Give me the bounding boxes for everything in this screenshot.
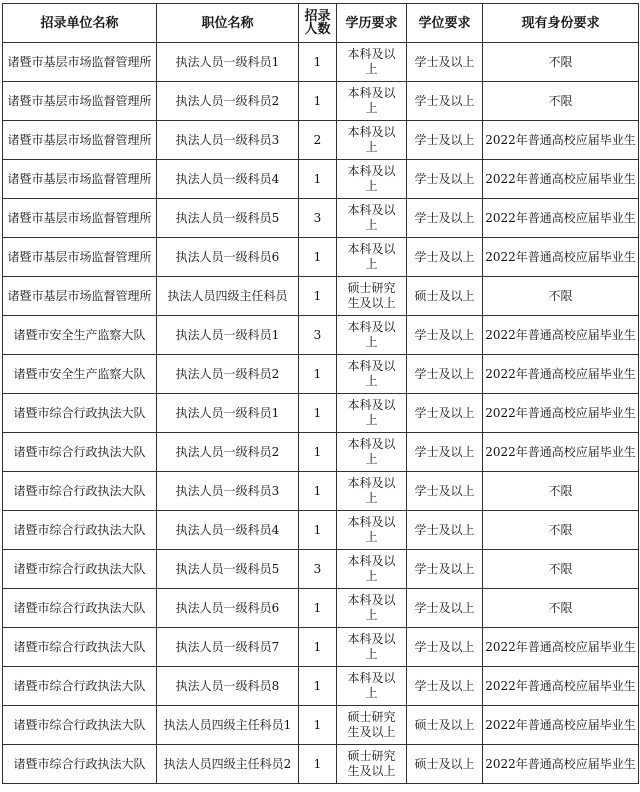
cell-degree: 学士及以上 xyxy=(407,43,483,82)
cell-degree: 硕士及以上 xyxy=(407,745,483,784)
header-education: 学历要求 xyxy=(337,4,407,43)
table-row xyxy=(3,121,639,160)
cell-count: 1 xyxy=(299,82,337,121)
cell-unit: 诸暨市基层市场监督管理所 xyxy=(3,43,157,82)
cell-education: 本科及以上 xyxy=(337,82,407,121)
cell-education: 本科及以上 xyxy=(337,667,407,706)
cell-degree: 学士及以上 xyxy=(407,121,483,160)
cell-unit: 诸暨市综合行政执法大队 xyxy=(3,589,157,628)
cell-count: 1 xyxy=(299,43,337,82)
cell-position: 执法人员一级科员3 xyxy=(157,472,299,511)
cell-count: 1 xyxy=(299,589,337,628)
cell-count: 1 xyxy=(299,394,337,433)
table-row xyxy=(3,316,639,355)
cell-degree: 学士及以上 xyxy=(407,667,483,706)
table-row xyxy=(3,199,639,238)
cell-position: 执法人员一级科员2 xyxy=(157,82,299,121)
cell-education: 本科及以上 xyxy=(337,589,407,628)
cell-position: 执法人员一级科员6 xyxy=(157,238,299,277)
cell-position: 执法人员一级科员4 xyxy=(157,160,299,199)
cell-unit: 诸暨市综合行政执法大队 xyxy=(3,472,157,511)
cell-education: 硕士研究生及以上 xyxy=(337,706,407,745)
cell-count: 3 xyxy=(299,550,337,589)
cell-degree: 硕士及以上 xyxy=(407,277,483,316)
table-row xyxy=(3,433,639,472)
cell-count: 1 xyxy=(299,433,337,472)
header-recruit-count: 招录人数 xyxy=(299,4,337,43)
cell-education: 本科及以上 xyxy=(337,472,407,511)
cell-position: 执法人员一级科员8 xyxy=(157,667,299,706)
cell-identity: 2022年普通高校应届毕业生 xyxy=(483,628,639,667)
cell-education: 本科及以上 xyxy=(337,511,407,550)
cell-degree: 学士及以上 xyxy=(407,238,483,277)
cell-education: 本科及以上 xyxy=(337,550,407,589)
cell-education: 本科及以上 xyxy=(337,43,407,82)
cell-unit: 诸暨市综合行政执法大队 xyxy=(3,511,157,550)
cell-unit: 诸暨市综合行政执法大队 xyxy=(3,433,157,472)
cell-unit: 诸暨市综合行政执法大队 xyxy=(3,667,157,706)
cell-education: 本科及以上 xyxy=(337,199,407,238)
table-row xyxy=(3,238,639,277)
cell-unit: 诸暨市基层市场监督管理所 xyxy=(3,199,157,238)
cell-position: 执法人员一级科员1 xyxy=(157,43,299,82)
cell-identity: 2022年普通高校应届毕业生 xyxy=(483,199,639,238)
cell-education: 硕士研究生及以上 xyxy=(337,745,407,784)
cell-identity: 不限 xyxy=(483,511,639,550)
cell-position: 执法人员一级科员5 xyxy=(157,199,299,238)
cell-identity: 2022年普通高校应届毕业生 xyxy=(483,706,639,745)
cell-identity: 不限 xyxy=(483,277,639,316)
table-row xyxy=(3,706,639,745)
cell-position: 执法人员一级科员3 xyxy=(157,121,299,160)
cell-identity: 不限 xyxy=(483,82,639,121)
cell-identity: 2022年普通高校应届毕业生 xyxy=(483,394,639,433)
cell-degree: 学士及以上 xyxy=(407,316,483,355)
table-row xyxy=(3,511,639,550)
cell-identity: 2022年普通高校应届毕业生 xyxy=(483,316,639,355)
table-row xyxy=(3,745,639,784)
cell-degree: 学士及以上 xyxy=(407,628,483,667)
cell-position: 执法人员一级科员4 xyxy=(157,511,299,550)
cell-unit: 诸暨市综合行政执法大队 xyxy=(3,628,157,667)
cell-education: 本科及以上 xyxy=(337,316,407,355)
cell-identity: 不限 xyxy=(483,43,639,82)
header-identity: 现有身份要求 xyxy=(483,4,639,43)
cell-unit: 诸暨市综合行政执法大队 xyxy=(3,550,157,589)
header-unit-name: 招录单位名称 xyxy=(3,4,157,43)
header-position-name: 职位名称 xyxy=(157,4,299,43)
cell-count: 1 xyxy=(299,277,337,316)
cell-identity: 不限 xyxy=(483,550,639,589)
cell-identity: 2022年普通高校应届毕业生 xyxy=(483,238,639,277)
cell-education: 本科及以上 xyxy=(337,433,407,472)
cell-identity: 不限 xyxy=(483,589,639,628)
cell-count: 1 xyxy=(299,511,337,550)
cell-position: 执法人员一级科员1 xyxy=(157,394,299,433)
cell-count: 1 xyxy=(299,160,337,199)
table-header-row xyxy=(3,4,639,43)
recruitment-table xyxy=(2,3,639,784)
cell-count: 3 xyxy=(299,316,337,355)
cell-unit: 诸暨市综合行政执法大队 xyxy=(3,394,157,433)
cell-unit: 诸暨市基层市场监督管理所 xyxy=(3,277,157,316)
cell-degree: 学士及以上 xyxy=(407,394,483,433)
cell-degree: 学士及以上 xyxy=(407,589,483,628)
table-row xyxy=(3,550,639,589)
table-row xyxy=(3,277,639,316)
cell-degree: 硕士及以上 xyxy=(407,706,483,745)
cell-count: 1 xyxy=(299,667,337,706)
cell-degree: 学士及以上 xyxy=(407,511,483,550)
cell-degree: 学士及以上 xyxy=(407,355,483,394)
cell-education: 本科及以上 xyxy=(337,628,407,667)
table-row xyxy=(3,160,639,199)
cell-position: 执法人员一级科员1 xyxy=(157,316,299,355)
cell-unit: 诸暨市安全生产监察大队 xyxy=(3,355,157,394)
cell-education: 本科及以上 xyxy=(337,355,407,394)
cell-count: 1 xyxy=(299,472,337,511)
cell-unit: 诸暨市基层市场监督管理所 xyxy=(3,160,157,199)
cell-count: 1 xyxy=(299,355,337,394)
cell-count: 1 xyxy=(299,706,337,745)
cell-unit: 诸暨市基层市场监督管理所 xyxy=(3,121,157,160)
table-row xyxy=(3,472,639,511)
cell-unit: 诸暨市综合行政执法大队 xyxy=(3,706,157,745)
cell-education: 本科及以上 xyxy=(337,394,407,433)
cell-education: 本科及以上 xyxy=(337,238,407,277)
cell-identity: 2022年普通高校应届毕业生 xyxy=(483,745,639,784)
cell-identity: 2022年普通高校应届毕业生 xyxy=(483,667,639,706)
cell-education: 本科及以上 xyxy=(337,121,407,160)
cell-position: 执法人员四级主任科员2 xyxy=(157,745,299,784)
table-row xyxy=(3,82,639,121)
cell-degree: 学士及以上 xyxy=(407,160,483,199)
cell-education: 硕士研究生及以上 xyxy=(337,277,407,316)
cell-identity: 2022年普通高校应届毕业生 xyxy=(483,433,639,472)
cell-count: 3 xyxy=(299,199,337,238)
cell-identity: 2022年普通高校应届毕业生 xyxy=(483,121,639,160)
header-degree: 学位要求 xyxy=(407,4,483,43)
table-row xyxy=(3,589,639,628)
cell-position: 执法人员一级科员2 xyxy=(157,355,299,394)
cell-position: 执法人员一级科员6 xyxy=(157,589,299,628)
cell-count: 1 xyxy=(299,628,337,667)
cell-unit: 诸暨市基层市场监督管理所 xyxy=(3,238,157,277)
table-row xyxy=(3,355,639,394)
cell-degree: 学士及以上 xyxy=(407,472,483,511)
cell-identity: 不限 xyxy=(483,472,639,511)
cell-position: 执法人员一级科员7 xyxy=(157,628,299,667)
table-row xyxy=(3,43,639,82)
cell-position: 执法人员一级科员2 xyxy=(157,433,299,472)
cell-unit: 诸暨市安全生产监察大队 xyxy=(3,316,157,355)
cell-identity: 2022年普通高校应届毕业生 xyxy=(483,160,639,199)
cell-identity: 2022年普通高校应届毕业生 xyxy=(483,355,639,394)
table-body xyxy=(3,43,639,784)
table-row xyxy=(3,667,639,706)
cell-degree: 学士及以上 xyxy=(407,199,483,238)
cell-unit: 诸暨市基层市场监督管理所 xyxy=(3,82,157,121)
cell-position: 执法人员一级科员5 xyxy=(157,550,299,589)
table-row xyxy=(3,394,639,433)
cell-position: 执法人员四级主任科员 xyxy=(157,277,299,316)
cell-count: 1 xyxy=(299,238,337,277)
cell-unit: 诸暨市综合行政执法大队 xyxy=(3,745,157,784)
cell-education: 本科及以上 xyxy=(337,160,407,199)
cell-count: 2 xyxy=(299,121,337,160)
table-row xyxy=(3,628,639,667)
cell-position: 执法人员四级主任科员1 xyxy=(157,706,299,745)
cell-degree: 学士及以上 xyxy=(407,433,483,472)
cell-degree: 学士及以上 xyxy=(407,550,483,589)
cell-count: 1 xyxy=(299,745,337,784)
cell-degree: 学士及以上 xyxy=(407,82,483,121)
